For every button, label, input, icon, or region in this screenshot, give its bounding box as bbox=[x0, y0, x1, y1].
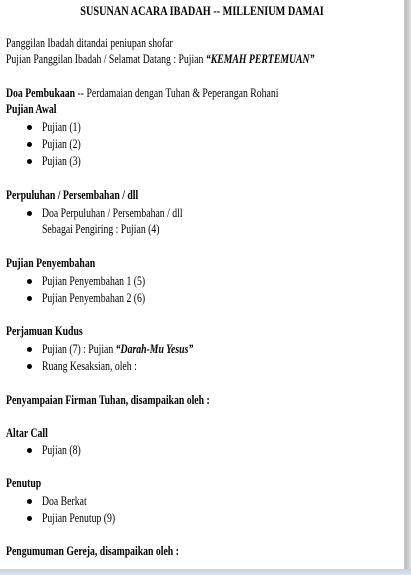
bullet-icon bbox=[27, 279, 32, 284]
bullet-icon bbox=[27, 364, 32, 369]
list-item: Doa Perpuluhan / Persembahan / dll bbox=[42, 206, 183, 220]
heading-firman-tuhan: Penyampaian Firman Tuhan, disampaikan oleh : bbox=[6, 393, 210, 407]
heading-pujian-penyembahan: Pujian Penyembahan bbox=[6, 256, 96, 270]
doa-pembukaan-description: -- Perdamaian dengan Tuhan & Peperangan Rohani bbox=[75, 86, 279, 100]
bullet-icon bbox=[27, 516, 32, 521]
list-item bbox=[42, 342, 193, 357]
heading-perpuluhan: Perpuluhan / Persembahan / dll bbox=[6, 188, 139, 202]
bullet-icon bbox=[27, 159, 32, 164]
perjamuan-song-title: “Darah-Mu Yesus” bbox=[115, 342, 194, 356]
heading-altar-call: Altar Call bbox=[6, 426, 48, 440]
list-item: Pujian Penutup (9) bbox=[42, 511, 116, 525]
list-item-subtext: Sebagai Pengiring : Pujian (4) bbox=[42, 222, 160, 236]
document-title: SUSUNAN ACARA IBADAH -- MILLENIUM DAMAI bbox=[80, 4, 324, 18]
opening-song-prefix: Pujian Panggilan Ibadah / Selamat Datang : Pujian bbox=[6, 52, 206, 66]
heading-pengumuman: Pengumuman Gereja, disampaikan oleh : bbox=[6, 544, 179, 558]
bullet-icon bbox=[27, 125, 32, 130]
opening-song-title: “KEMAH PERTEMUAN” bbox=[205, 52, 315, 66]
list-item: Pujian (1) bbox=[42, 120, 81, 134]
bullet-icon bbox=[27, 211, 32, 216]
list-item: Pujian (2) bbox=[42, 137, 81, 151]
intro-line-opening-song bbox=[6, 52, 314, 67]
heading-pujian-awal: Pujian Awal bbox=[6, 102, 57, 116]
perjamuan-song-prefix: Pujian (7) : Pujian bbox=[42, 342, 116, 356]
bullet-icon bbox=[27, 296, 32, 301]
list-item: Pujian Penyembahan 2 (6) bbox=[42, 291, 146, 305]
list-item: Doa Berkat bbox=[42, 494, 87, 508]
doa-pembukaan-label: Doa Pembukaan bbox=[6, 86, 76, 100]
list-item: Pujian (3) bbox=[42, 154, 81, 168]
intro-line-shofar: Panggilan Ibadah ditandai peniupan shofar bbox=[6, 36, 173, 50]
editor-status-strip bbox=[0, 569, 411, 575]
list-item: Pujian Penyembahan 1 (5) bbox=[42, 274, 146, 288]
bullet-icon bbox=[27, 448, 32, 453]
bullet-icon bbox=[27, 142, 32, 147]
list-item: Pujian (8) bbox=[42, 443, 81, 457]
bullet-icon bbox=[27, 347, 32, 352]
heading-perjamuan-kudus: Perjamuan Kudus bbox=[6, 324, 83, 338]
doa-pembukaan-line bbox=[6, 86, 278, 101]
page-shadow bbox=[405, 0, 411, 569]
list-item: Ruang Kesaksian, oleh : bbox=[42, 359, 137, 373]
bullet-icon bbox=[27, 499, 32, 504]
heading-penutup: Penutup bbox=[6, 476, 42, 490]
